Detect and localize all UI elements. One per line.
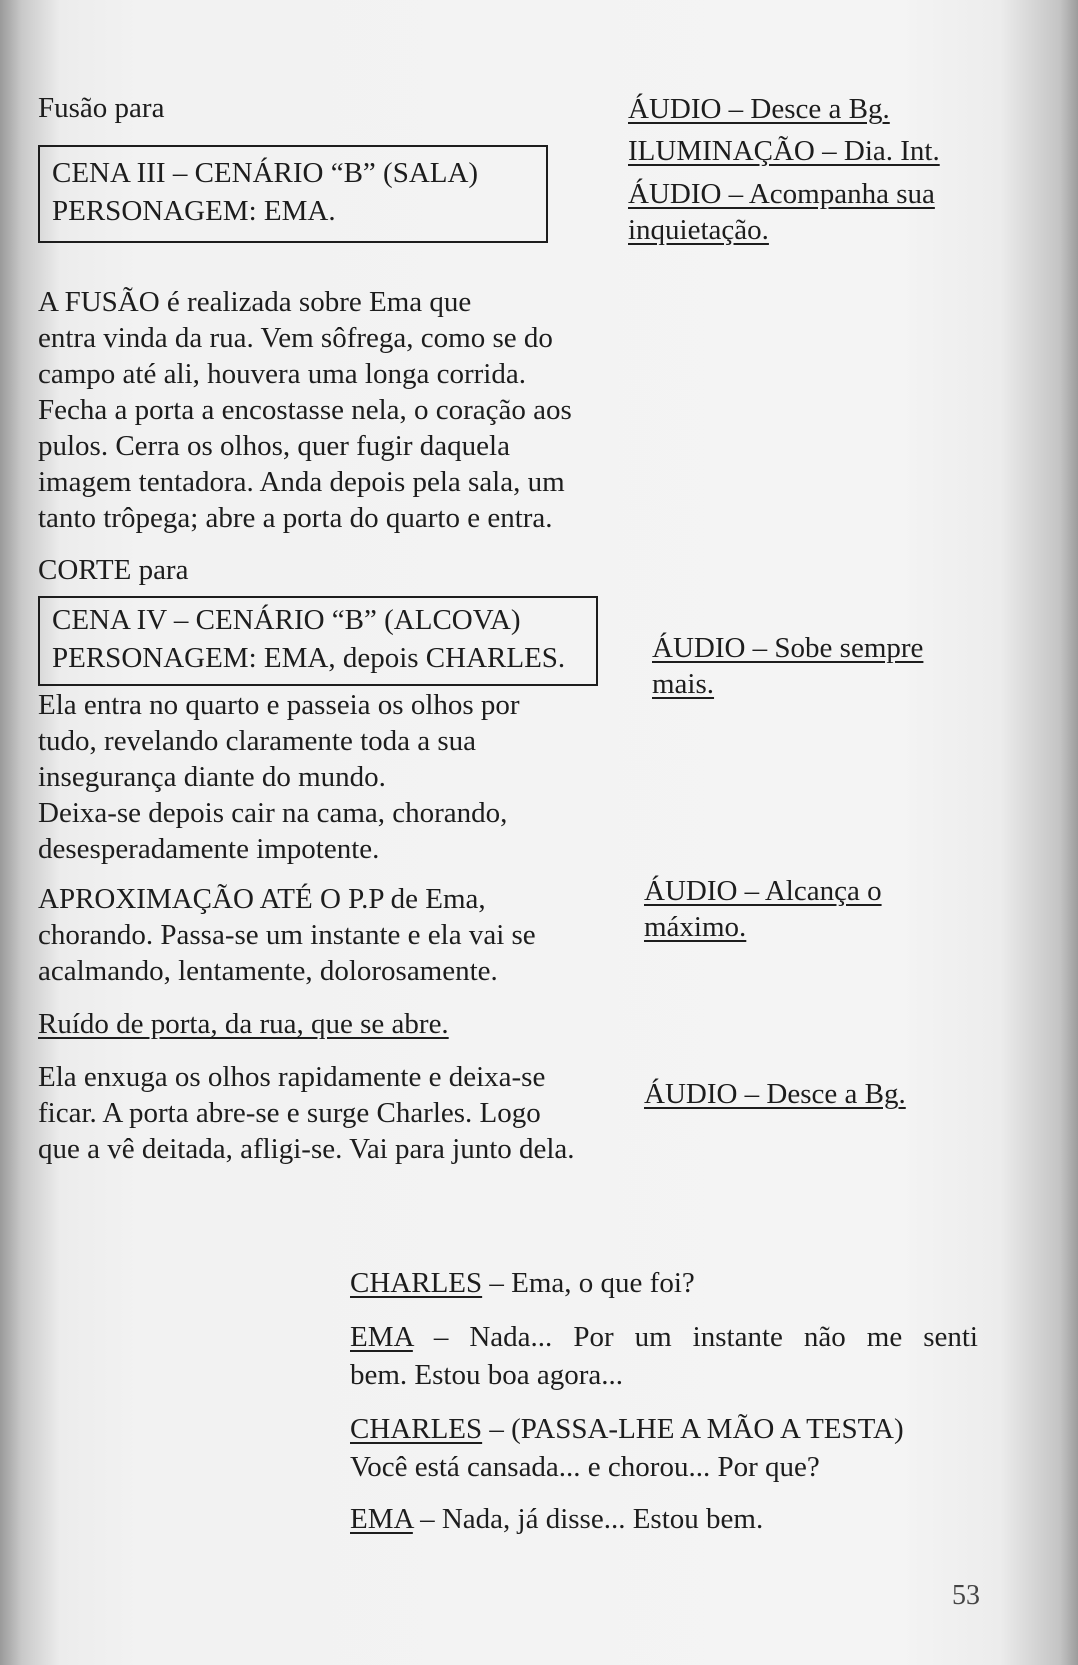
action-line: Ela enxuga os olhos rapidamente e deixa-se [38, 1061, 546, 1093]
action-line: APROXIMAÇÃO ATÉ O P.P de Ema, [38, 883, 486, 915]
scene-box-iii [38, 145, 548, 243]
transition-fusao: Fusão para [38, 92, 165, 124]
action-line: chorando. Passa-se um instante e ela vai se [38, 919, 536, 951]
audio-cue-cont: máximo. [644, 911, 747, 943]
action-line: ficar. A porta abre-se e surge Charles. Logo [38, 1097, 541, 1129]
action-line: campo até ali, houvera uma longa corrida. [38, 358, 526, 390]
dialogue-text: – Nada, já disse... Estou bem. [412, 1503, 764, 1535]
action-line: acalmando, lentamente, dolorosamente. [38, 955, 498, 987]
action-line: A FUSÃO é realizada sobre Ema que [38, 286, 472, 318]
dialogue-ema-1 [350, 1318, 978, 1394]
action-line: Fecha a porta a encostasse nela, o coração aos [38, 394, 572, 426]
dialogue-ema-2 [350, 1500, 978, 1538]
scene-iii-heading: CENA III – CENÁRIO “B” (SALA) [52, 157, 479, 189]
action-line: imagem tentadora. Anda depois pela sala, um [38, 466, 565, 498]
audio-cue: ÁUDIO – Desce a Bg. [628, 93, 890, 125]
dialogue-continuation: Você está cansada... e chorou... Por que? [350, 1451, 820, 1483]
scene-box-iv [38, 596, 598, 686]
sound-effect-line: Ruído de porta, da rua, que se abre. [38, 1008, 449, 1040]
audio-cue-cont: mais. [652, 668, 715, 700]
action-line: insegurança diante do mundo. [38, 761, 386, 793]
speaker-name: CHARLES [350, 1267, 483, 1299]
dialogue-first-line [350, 1410, 978, 1448]
dialogue-charles-2 [350, 1410, 978, 1486]
action-line: tanto trôpega; abre a porta do quarto e entra. [38, 502, 553, 534]
dialogue-text: – Nada... Por um instante não me senti [412, 1321, 978, 1353]
speaker-name: EMA [350, 1321, 413, 1353]
action-line: Ela entra no quarto e passeia os olhos por [38, 689, 520, 721]
speaker-name: CHARLES [350, 1413, 483, 1445]
action-line: que a vê deitada, afligi-se. Vai para junto dela. [38, 1133, 575, 1165]
dialogue-first-line [350, 1318, 978, 1356]
action-line: Deixa-se depois cair na cama, chorando, [38, 797, 508, 829]
dialogue-charles-1 [350, 1264, 978, 1302]
lighting-cue: ILUMINAÇÃO – Dia. Int. [628, 135, 940, 167]
audio-cue: ÁUDIO – Sobe sempre [652, 632, 924, 664]
dialogue-text: – (PASSA-LHE A MÃO A TESTA) [482, 1413, 904, 1445]
action-line: pulos. Cerra os olhos, quer fugir daquela [38, 430, 510, 462]
action-line: entra vinda da rua. Vem sôfrega, como se do [38, 322, 553, 354]
audio-cue: ÁUDIO – Desce a Bg. [644, 1078, 906, 1110]
dialogue-text: – Ema, o que foi? [482, 1267, 695, 1299]
audio-cue-cont: inquietação. [628, 214, 769, 246]
scene-iv-heading: CENA IV – CENÁRIO “B” (ALCOVA) [52, 604, 521, 636]
action-line: tudo, revelando claramente toda a sua [38, 725, 477, 757]
action-line: desesperadamente impotente. [38, 833, 380, 865]
scene-iv-characters: PERSONAGEM: EMA, depois CHARLES. [52, 642, 566, 674]
audio-cue: ÁUDIO – Acompanha sua [628, 178, 935, 210]
page-number: 53 [952, 1580, 980, 1611]
scene-iii-characters: PERSONAGEM: EMA. [52, 195, 336, 227]
dialogue-continuation: bem. Estou boa agora... [350, 1359, 624, 1391]
transition-corte: CORTE para [38, 554, 189, 586]
audio-cue: ÁUDIO – Alcança o [644, 875, 882, 907]
speaker-name: EMA [350, 1503, 413, 1535]
